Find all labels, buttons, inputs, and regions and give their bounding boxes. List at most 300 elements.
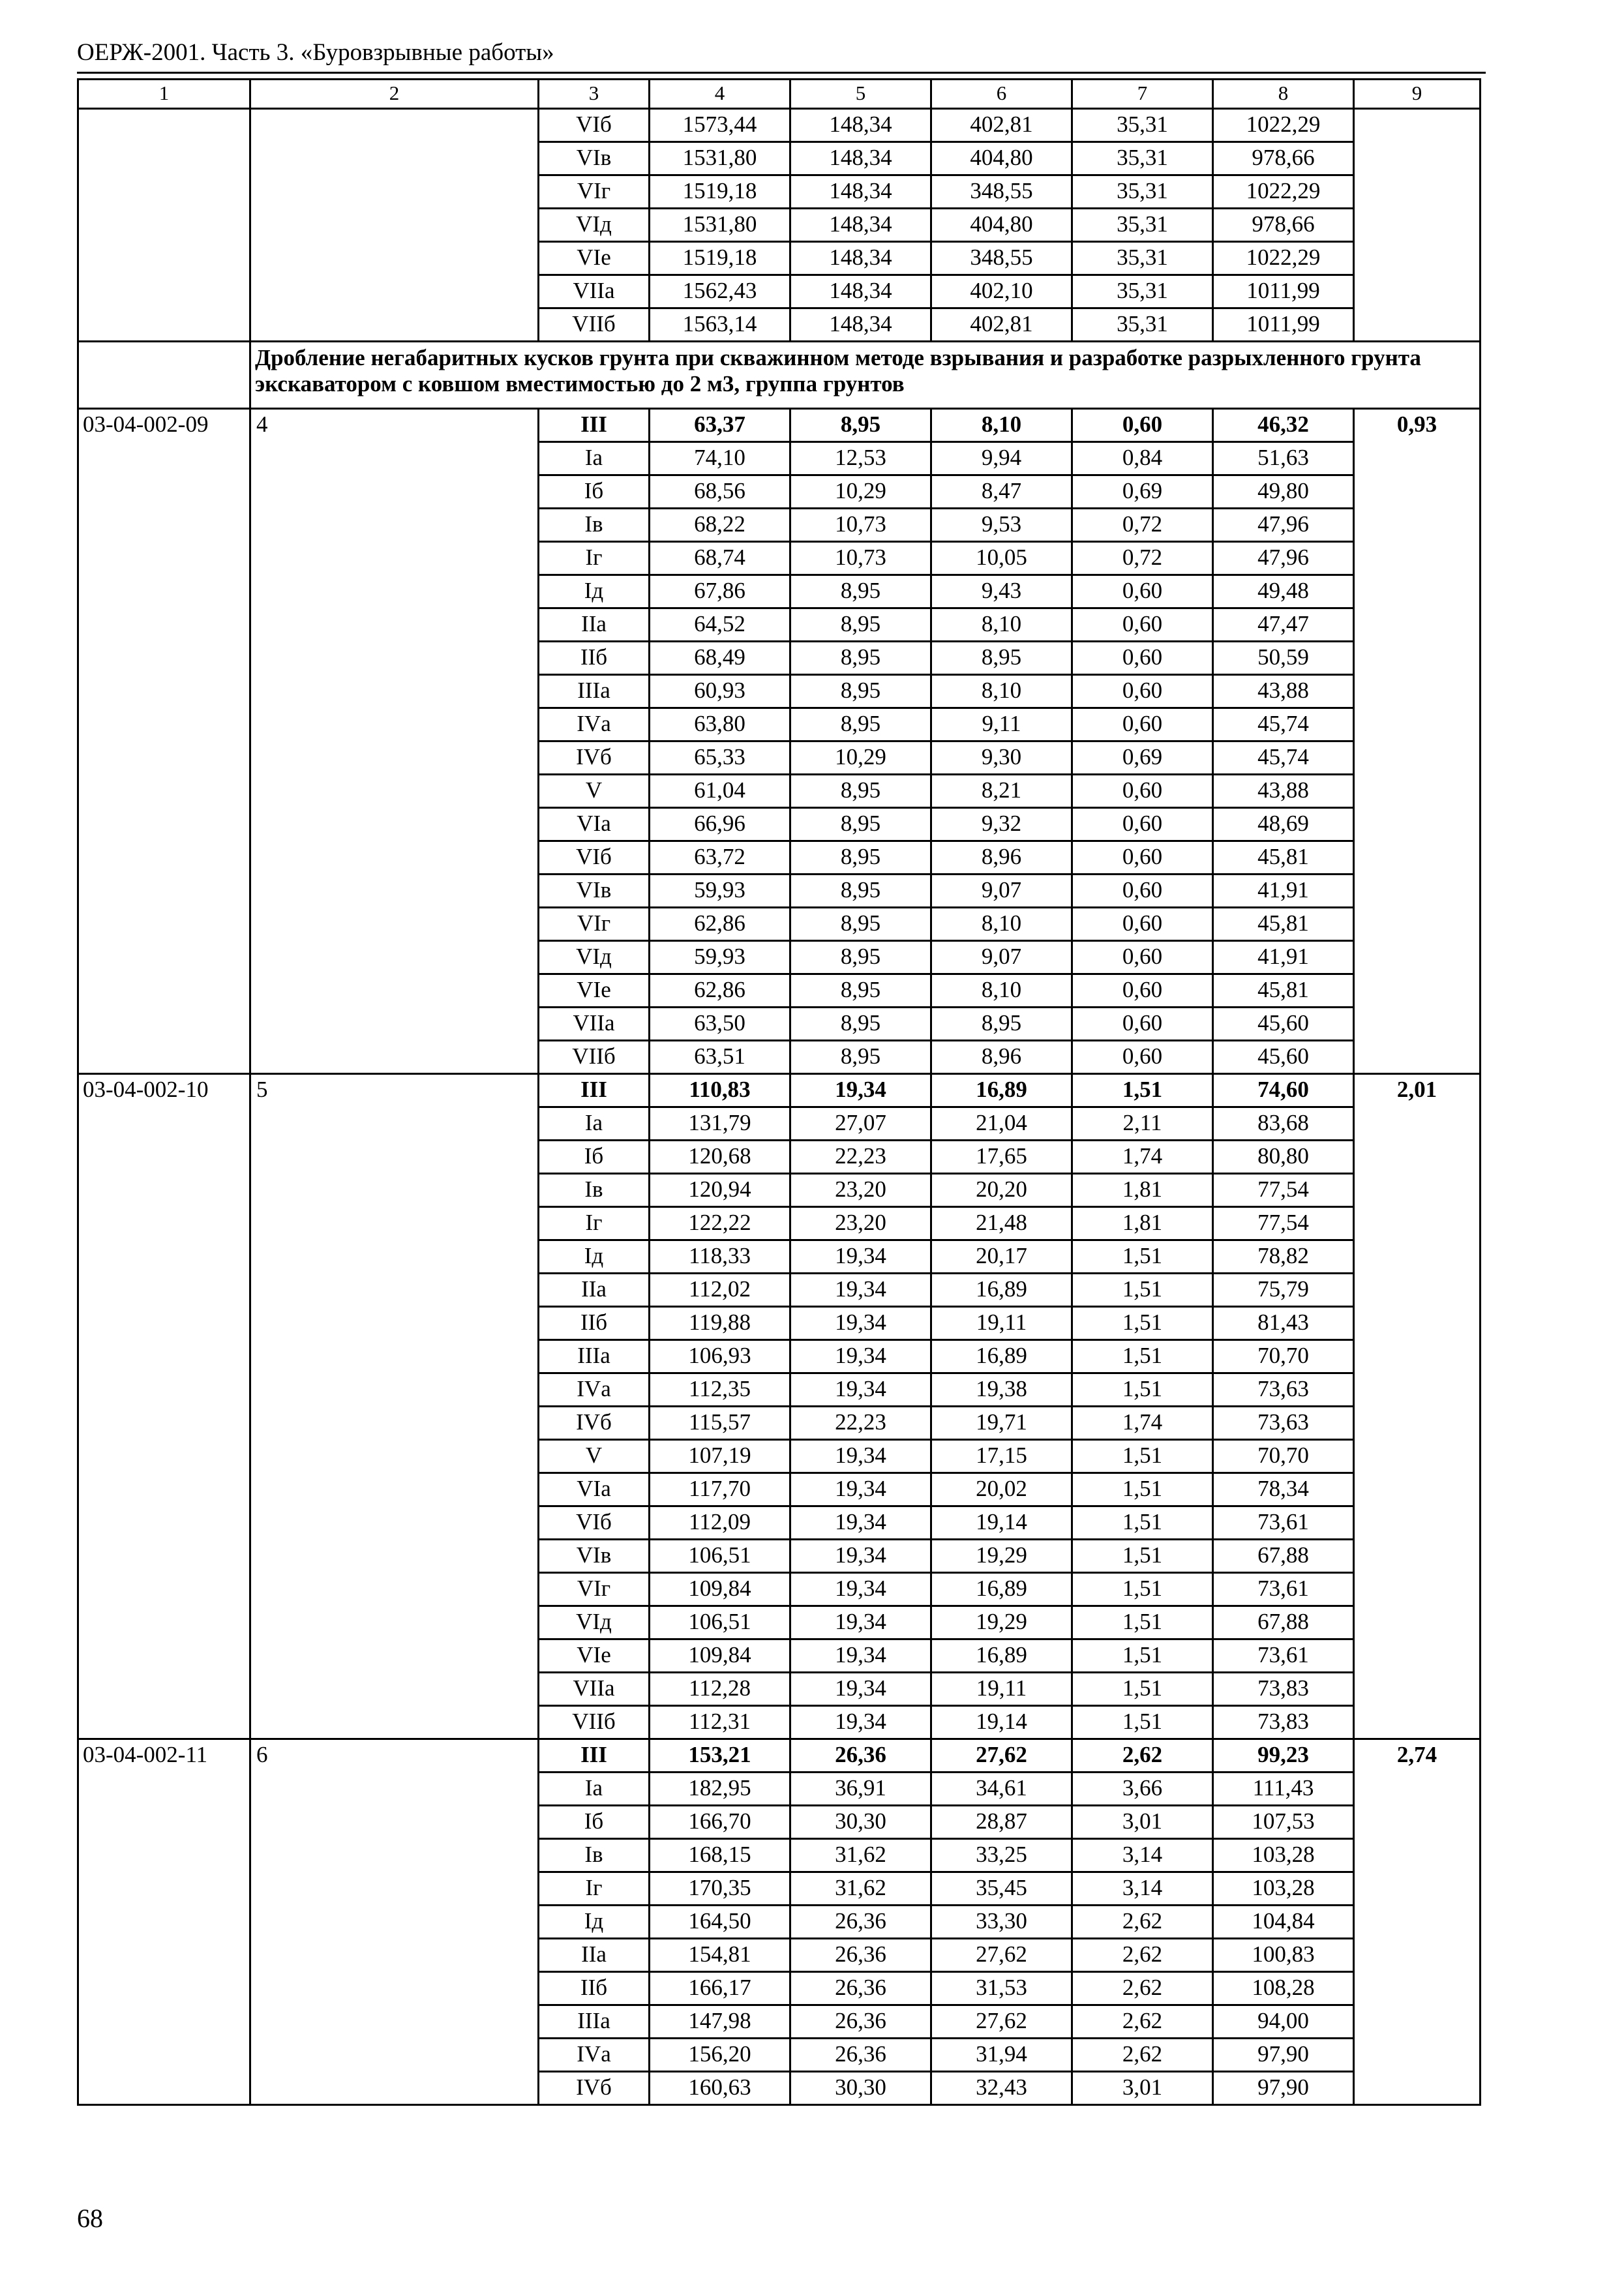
- soil-group-cell: IIа: [539, 1939, 650, 1972]
- value-cell: 107,53: [1213, 1806, 1354, 1839]
- value-cell: 9,07: [931, 941, 1072, 974]
- value-cell: 62,86: [650, 974, 790, 1008]
- value-cell: 73,61: [1213, 1573, 1354, 1606]
- value-cell: 35,31: [1072, 242, 1213, 275]
- value-cell: 154,81: [650, 1939, 790, 1972]
- value-cell: 1531,80: [650, 142, 790, 175]
- value-cell: 1022,29: [1213, 109, 1354, 142]
- value-cell: 10,29: [790, 475, 931, 509]
- soil-group-cell: Iд: [539, 1240, 650, 1274]
- value-cell: 99,23: [1213, 1739, 1354, 1773]
- value-cell: 19,34: [790, 1540, 931, 1573]
- value-cell: 148,34: [790, 242, 931, 275]
- value-cell: 35,31: [1072, 109, 1213, 142]
- value-cell: 9,07: [931, 875, 1072, 908]
- value-cell: 47,96: [1213, 509, 1354, 542]
- value-cell: 148,34: [790, 109, 931, 142]
- value-cell: 45,81: [1213, 908, 1354, 941]
- value-cell: 8,21: [931, 775, 1072, 808]
- value-cell: 10,05: [931, 542, 1072, 575]
- value-cell: 17,65: [931, 1141, 1072, 1174]
- soil-group-cell: VIIа: [539, 1673, 650, 1706]
- value-cell: 23,20: [790, 1174, 931, 1207]
- value-cell: 8,95: [790, 675, 931, 708]
- value-cell: 1,51: [1072, 1573, 1213, 1606]
- soil-group-cell: Iг: [539, 542, 650, 575]
- soil-group-cell: VIIб: [539, 1706, 650, 1739]
- value-cell: 46,32: [1213, 409, 1354, 442]
- value-cell: 10,29: [790, 741, 931, 775]
- value-cell: 110,83: [650, 1074, 790, 1107]
- soil-group-cell: VIг: [539, 908, 650, 941]
- value-cell: 43,88: [1213, 675, 1354, 708]
- soil-group-cell: Iб: [539, 1806, 650, 1839]
- soil-group-cell: VIд: [539, 209, 650, 242]
- soil-group-cell: Iб: [539, 475, 650, 509]
- value-cell: 3,01: [1072, 1806, 1213, 1839]
- value-cell: 21,04: [931, 1107, 1072, 1141]
- item-coefficient: 0,93: [1354, 409, 1481, 1074]
- value-cell: 0,72: [1072, 509, 1213, 542]
- value-cell: 9,53: [931, 509, 1072, 542]
- soil-group-cell: IIб: [539, 1307, 650, 1340]
- soil-group-cell: III: [539, 409, 650, 442]
- value-cell: 0,72: [1072, 542, 1213, 575]
- value-cell: 1,74: [1072, 1407, 1213, 1440]
- soil-group-cell: IVа: [539, 708, 650, 741]
- value-cell: 1022,29: [1213, 175, 1354, 209]
- value-cell: 112,28: [650, 1673, 790, 1706]
- value-cell: 8,95: [790, 708, 931, 741]
- value-cell: 1519,18: [650, 242, 790, 275]
- column-number: 3: [539, 80, 650, 109]
- soil-group-cell: Iв: [539, 1839, 650, 1872]
- note-spacer: [78, 342, 250, 409]
- value-cell: 41,91: [1213, 875, 1354, 908]
- value-cell: 112,31: [650, 1706, 790, 1739]
- value-cell: 73,83: [1213, 1673, 1354, 1706]
- soil-group-cell: Iг: [539, 1872, 650, 1906]
- value-cell: 120,94: [650, 1174, 790, 1207]
- page-number: 68: [77, 2204, 103, 2233]
- column-number: 7: [1072, 80, 1213, 109]
- value-cell: 112,02: [650, 1274, 790, 1307]
- value-cell: 47,47: [1213, 608, 1354, 642]
- value-cell: 74,10: [650, 442, 790, 475]
- value-cell: 43,88: [1213, 775, 1354, 808]
- column-number: 9: [1354, 80, 1481, 109]
- value-cell: 1011,99: [1213, 308, 1354, 342]
- value-cell: 0,60: [1072, 1041, 1213, 1074]
- value-cell: 30,30: [790, 1806, 931, 1839]
- value-cell: 32,43: [931, 2072, 1072, 2105]
- value-cell: 348,55: [931, 242, 1072, 275]
- soil-group-cell: VIд: [539, 941, 650, 974]
- value-cell: 73,61: [1213, 1506, 1354, 1540]
- value-cell: 23,20: [790, 1207, 931, 1240]
- value-cell: 68,49: [650, 642, 790, 675]
- code-cell: [78, 109, 250, 342]
- value-cell: 49,80: [1213, 475, 1354, 509]
- value-cell: 2,62: [1072, 1739, 1213, 1773]
- value-cell: 20,20: [931, 1174, 1072, 1207]
- value-cell: 67,88: [1213, 1606, 1354, 1639]
- value-cell: 16,89: [931, 1074, 1072, 1107]
- value-cell: 17,15: [931, 1440, 1072, 1473]
- value-cell: 66,96: [650, 808, 790, 841]
- item-count: 6: [250, 1739, 539, 2105]
- soil-group-cell: VIд: [539, 1606, 650, 1639]
- soil-group-cell: VIа: [539, 1473, 650, 1506]
- value-cell: 0,60: [1072, 841, 1213, 875]
- value-cell: 148,34: [790, 308, 931, 342]
- value-cell: 156,20: [650, 2039, 790, 2072]
- value-cell: 45,60: [1213, 1008, 1354, 1041]
- value-cell: 1,51: [1072, 1373, 1213, 1407]
- value-cell: 0,60: [1072, 608, 1213, 642]
- value-cell: 1573,44: [650, 109, 790, 142]
- value-cell: 8,95: [790, 974, 931, 1008]
- value-cell: 35,31: [1072, 209, 1213, 242]
- value-cell: 107,19: [650, 1440, 790, 1473]
- value-cell: 978,66: [1213, 209, 1354, 242]
- value-cell: 64,52: [650, 608, 790, 642]
- value-cell: 8,10: [931, 409, 1072, 442]
- value-cell: 153,21: [650, 1739, 790, 1773]
- value-cell: 68,22: [650, 509, 790, 542]
- value-cell: 45,60: [1213, 1041, 1354, 1074]
- soil-group-cell: IIа: [539, 1274, 650, 1307]
- soil-group-cell: VIа: [539, 808, 650, 841]
- value-cell: 19,34: [790, 1373, 931, 1407]
- value-cell: 148,34: [790, 175, 931, 209]
- count-cell: [250, 109, 539, 342]
- value-cell: 120,68: [650, 1141, 790, 1174]
- value-cell: 27,62: [931, 1939, 1072, 1972]
- value-cell: 8,47: [931, 475, 1072, 509]
- value-cell: 166,17: [650, 1972, 790, 2005]
- value-cell: 1,51: [1072, 1307, 1213, 1340]
- soil-group-cell: VIв: [539, 1540, 650, 1573]
- value-cell: 0,84: [1072, 442, 1213, 475]
- value-cell: 27,62: [931, 2005, 1072, 2039]
- value-cell: 31,94: [931, 2039, 1072, 2072]
- value-cell: 8,95: [790, 841, 931, 875]
- value-cell: 30,30: [790, 2072, 931, 2105]
- value-cell: 70,70: [1213, 1340, 1354, 1373]
- value-cell: 404,80: [931, 209, 1072, 242]
- value-cell: 111,43: [1213, 1773, 1354, 1806]
- value-cell: 0,60: [1072, 409, 1213, 442]
- value-cell: 19,34: [790, 1506, 931, 1540]
- soil-group-cell: VIе: [539, 974, 650, 1008]
- value-cell: 19,34: [790, 1573, 931, 1606]
- value-cell: 73,63: [1213, 1407, 1354, 1440]
- value-cell: 8,10: [931, 675, 1072, 708]
- value-cell: 2,62: [1072, 2039, 1213, 2072]
- soil-group-cell: IVб: [539, 741, 650, 775]
- value-cell: 1531,80: [650, 209, 790, 242]
- soil-group-cell: VIIб: [539, 308, 650, 342]
- page-header: ОЕРЖ-2001. Часть 3. «Буровзрывные работы»: [77, 39, 554, 66]
- value-cell: 2,11: [1072, 1107, 1213, 1141]
- value-cell: 35,31: [1072, 275, 1213, 308]
- value-cell: 77,54: [1213, 1207, 1354, 1240]
- value-cell: 1562,43: [650, 275, 790, 308]
- value-cell: 8,95: [790, 1041, 931, 1074]
- value-cell: 27,62: [931, 1739, 1072, 1773]
- value-cell: 100,83: [1213, 1939, 1354, 1972]
- value-cell: 10,73: [790, 542, 931, 575]
- value-cell: 9,32: [931, 808, 1072, 841]
- column-number: 2: [250, 80, 539, 109]
- soil-group-cell: V: [539, 1440, 650, 1473]
- value-cell: 3,14: [1072, 1872, 1213, 1906]
- value-cell: 103,28: [1213, 1839, 1354, 1872]
- value-cell: 166,70: [650, 1806, 790, 1839]
- value-cell: 104,84: [1213, 1906, 1354, 1939]
- value-cell: 0,60: [1072, 675, 1213, 708]
- value-cell: 2,62: [1072, 2005, 1213, 2039]
- value-cell: 19,71: [931, 1407, 1072, 1440]
- value-cell: 978,66: [1213, 142, 1354, 175]
- value-cell: 106,93: [650, 1340, 790, 1373]
- value-cell: 1,51: [1072, 1706, 1213, 1739]
- value-cell: 35,31: [1072, 175, 1213, 209]
- value-cell: 80,80: [1213, 1141, 1354, 1174]
- value-cell: 1,74: [1072, 1141, 1213, 1174]
- soil-group-cell: IVб: [539, 1407, 650, 1440]
- value-cell: 77,54: [1213, 1174, 1354, 1207]
- value-cell: 63,72: [650, 841, 790, 875]
- value-cell: 106,51: [650, 1606, 790, 1639]
- column-number: 1: [78, 80, 250, 109]
- value-cell: 19,34: [790, 1240, 931, 1274]
- value-cell: 1022,29: [1213, 242, 1354, 275]
- value-cell: 1,81: [1072, 1207, 1213, 1240]
- value-cell: 26,36: [790, 1906, 931, 1939]
- value-cell: 33,30: [931, 1906, 1072, 1939]
- value-cell: 73,63: [1213, 1373, 1354, 1407]
- section-note: Дробление негабаритных кусков грунта при скважинном методе взрывания и разработке разрыхленного грунта экскаватором с ковшом вместимостью до 2 м3, группа грунтов: [250, 342, 1481, 409]
- value-cell: 8,95: [790, 775, 931, 808]
- value-cell: 0,60: [1072, 708, 1213, 741]
- value-cell: 1,51: [1072, 1240, 1213, 1274]
- value-cell: 19,34: [790, 1074, 931, 1107]
- value-cell: 106,51: [650, 1540, 790, 1573]
- value-cell: 73,61: [1213, 1639, 1354, 1673]
- value-cell: 170,35: [650, 1872, 790, 1906]
- value-cell: 2,62: [1072, 1972, 1213, 2005]
- value-cell: 0,69: [1072, 741, 1213, 775]
- value-cell: 20,17: [931, 1240, 1072, 1274]
- value-cell: 19,34: [790, 1307, 931, 1340]
- value-cell: 68,56: [650, 475, 790, 509]
- value-cell: 36,91: [790, 1773, 931, 1806]
- value-cell: 19,34: [790, 1639, 931, 1673]
- value-cell: 19,14: [931, 1506, 1072, 1540]
- value-cell: 27,07: [790, 1107, 931, 1141]
- value-cell: 45,81: [1213, 974, 1354, 1008]
- value-cell: 31,62: [790, 1872, 931, 1906]
- soil-group-cell: VIв: [539, 875, 650, 908]
- item-code: 03-04-002-09: [78, 409, 250, 1074]
- soil-group-cell: VIIа: [539, 1008, 650, 1041]
- value-cell: 16,89: [931, 1274, 1072, 1307]
- value-cell: 97,90: [1213, 2039, 1354, 2072]
- soil-group-cell: III: [539, 1074, 650, 1107]
- value-cell: 0,69: [1072, 475, 1213, 509]
- value-cell: 10,73: [790, 509, 931, 542]
- soil-group-cell: Iа: [539, 1773, 650, 1806]
- value-cell: 117,70: [650, 1473, 790, 1506]
- column-number: 6: [931, 80, 1072, 109]
- value-cell: 26,36: [790, 2005, 931, 2039]
- value-cell: 8,95: [790, 409, 931, 442]
- value-cell: 1,51: [1072, 1673, 1213, 1706]
- value-cell: 0,60: [1072, 575, 1213, 608]
- value-cell: 63,37: [650, 409, 790, 442]
- value-cell: 81,43: [1213, 1307, 1354, 1340]
- value-cell: 1563,14: [650, 308, 790, 342]
- value-cell: 148,34: [790, 142, 931, 175]
- soil-group-cell: VIг: [539, 175, 650, 209]
- value-cell: 41,91: [1213, 941, 1354, 974]
- value-cell: 9,43: [931, 575, 1072, 608]
- item-count: 4: [250, 409, 539, 1074]
- value-cell: 20,02: [931, 1473, 1072, 1506]
- column-number: 5: [790, 80, 931, 109]
- value-cell: 348,55: [931, 175, 1072, 209]
- value-cell: 0,60: [1072, 808, 1213, 841]
- value-cell: 119,88: [650, 1307, 790, 1340]
- value-cell: 26,36: [790, 1972, 931, 2005]
- value-cell: 26,36: [790, 1739, 931, 1773]
- value-cell: 16,89: [931, 1639, 1072, 1673]
- soil-group-cell: VIб: [539, 841, 650, 875]
- value-cell: 26,36: [790, 2039, 931, 2072]
- value-cell: 404,80: [931, 142, 1072, 175]
- value-cell: 109,84: [650, 1639, 790, 1673]
- value-cell: 0,60: [1072, 908, 1213, 941]
- value-cell: 1,51: [1072, 1540, 1213, 1573]
- value-cell: 182,95: [650, 1773, 790, 1806]
- value-cell: 1,51: [1072, 1274, 1213, 1307]
- value-cell: 8,96: [931, 841, 1072, 875]
- soil-group-cell: IIIа: [539, 675, 650, 708]
- value-cell: 1,51: [1072, 1473, 1213, 1506]
- value-cell: 147,98: [650, 2005, 790, 2039]
- value-cell: 28,87: [931, 1806, 1072, 1839]
- soil-group-cell: Iв: [539, 509, 650, 542]
- value-cell: 1519,18: [650, 175, 790, 209]
- value-cell: 19,34: [790, 1274, 931, 1307]
- value-cell: 70,70: [1213, 1440, 1354, 1473]
- value-cell: 45,74: [1213, 741, 1354, 775]
- soil-group-cell: VIIа: [539, 275, 650, 308]
- section-note-row: [78, 342, 1481, 409]
- value-cell: 19,11: [931, 1673, 1072, 1706]
- soil-group-cell: Iг: [539, 1207, 650, 1240]
- value-cell: 0,60: [1072, 875, 1213, 908]
- value-cell: 19,34: [790, 1440, 931, 1473]
- value-cell: 148,34: [790, 275, 931, 308]
- value-cell: 164,50: [650, 1906, 790, 1939]
- soil-group-cell: VIг: [539, 1573, 650, 1606]
- soil-group-cell: VIIб: [539, 1041, 650, 1074]
- value-cell: 8,95: [790, 642, 931, 675]
- value-cell: 35,45: [931, 1872, 1072, 1906]
- value-cell: 97,90: [1213, 2072, 1354, 2105]
- value-cell: 67,88: [1213, 1540, 1354, 1573]
- value-cell: 78,82: [1213, 1240, 1354, 1274]
- value-cell: 94,00: [1213, 2005, 1354, 2039]
- value-cell: 1,51: [1072, 1340, 1213, 1373]
- value-cell: 8,95: [790, 908, 931, 941]
- soil-group-cell: VIб: [539, 109, 650, 142]
- value-cell: 0,60: [1072, 642, 1213, 675]
- value-cell: 0,60: [1072, 941, 1213, 974]
- rates-table: [77, 78, 1481, 2106]
- value-cell: 131,79: [650, 1107, 790, 1141]
- soil-group-cell: Iд: [539, 575, 650, 608]
- value-cell: 33,25: [931, 1839, 1072, 1872]
- table-row: [78, 109, 1481, 142]
- value-cell: 31,62: [790, 1839, 931, 1872]
- soil-group-cell: IVа: [539, 1373, 650, 1407]
- value-cell: 51,63: [1213, 442, 1354, 475]
- soil-group-cell: IIIа: [539, 1340, 650, 1373]
- value-cell: 9,11: [931, 708, 1072, 741]
- value-cell: 68,74: [650, 542, 790, 575]
- value-cell: 8,10: [931, 908, 1072, 941]
- value-cell: 19,34: [790, 1340, 931, 1373]
- value-cell: 45,74: [1213, 708, 1354, 741]
- column-number: 8: [1213, 80, 1354, 109]
- value-cell: 8,95: [790, 608, 931, 642]
- value-cell: 0,60: [1072, 1008, 1213, 1041]
- value-cell: 8,95: [790, 1008, 931, 1041]
- value-cell: 3,01: [1072, 2072, 1213, 2105]
- soil-group-cell: VIб: [539, 1506, 650, 1540]
- value-cell: 1,51: [1072, 1506, 1213, 1540]
- value-cell: 168,15: [650, 1839, 790, 1872]
- value-cell: 34,61: [931, 1773, 1072, 1806]
- value-cell: 26,36: [790, 1939, 931, 1972]
- value-cell: 112,35: [650, 1373, 790, 1407]
- value-cell: 35,31: [1072, 142, 1213, 175]
- value-cell: 16,89: [931, 1340, 1072, 1373]
- value-cell: 402,10: [931, 275, 1072, 308]
- table-row: [78, 409, 1481, 442]
- value-cell: 19,29: [931, 1540, 1072, 1573]
- value-cell: 19,34: [790, 1606, 931, 1639]
- soil-group-cell: III: [539, 1739, 650, 1773]
- item-code: 03-04-002-10: [78, 1074, 250, 1739]
- value-cell: 63,80: [650, 708, 790, 741]
- soil-group-cell: Iд: [539, 1906, 650, 1939]
- value-cell: 47,96: [1213, 542, 1354, 575]
- value-cell: 8,10: [931, 608, 1072, 642]
- soil-group-cell: V: [539, 775, 650, 808]
- value-cell: 19,11: [931, 1307, 1072, 1340]
- value-cell: 8,10: [931, 974, 1072, 1008]
- value-cell: 78,34: [1213, 1473, 1354, 1506]
- value-cell: 8,95: [790, 875, 931, 908]
- value-cell: 115,57: [650, 1407, 790, 1440]
- value-cell: 19,34: [790, 1706, 931, 1739]
- value-cell: 8,95: [790, 941, 931, 974]
